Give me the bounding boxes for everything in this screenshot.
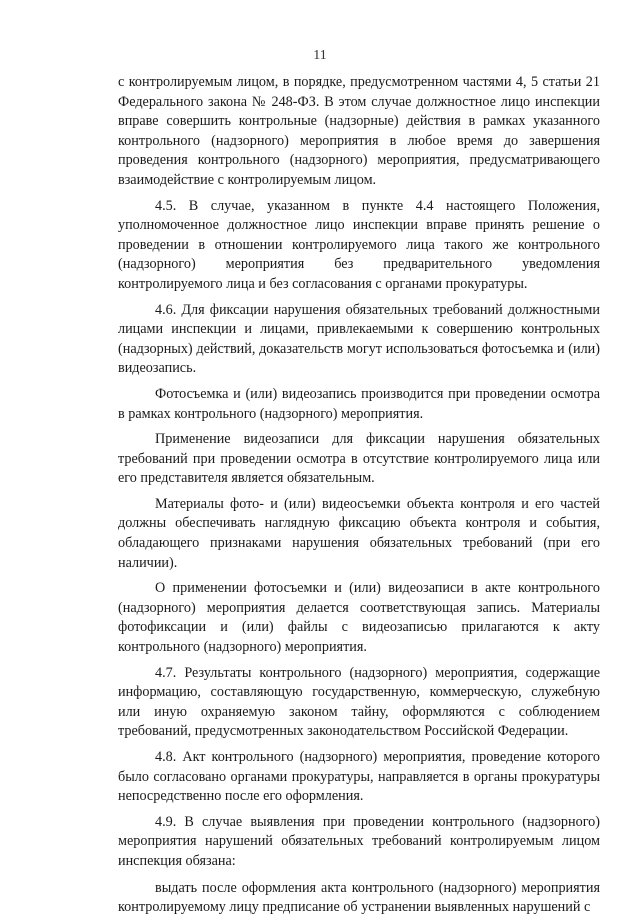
paragraph-continuation: с контролируемым лицом, в порядке, предусмотренном частями 4, 5 статьи 21 Федерального закона № 248-ФЗ. В этом случае должностное лицо инспекции вправе совершить контрольные (надзорные) действия в рамках указанного контрольного (надзорного) мероприятия в любое время до завершения проведения контрольного (надзорного) мероприятия, предусматривающего взаимодействие с контролируемым лицом. — [118, 74, 600, 188]
paragraph-issue-order: выдать после оформления акта контрольного (надзорного) мероприятия контролируемому лицу предписание об устранении выявленных нарушений с — [118, 879, 600, 916]
paragraph-4-5: 4.5. В случае, указанном в пункте 4.4 настоящего Положения, уполномоченное должностное лицо инспекции вправе принять решение о проведении в отношении контролируемого лица такого же контрольного (надзорного) мероприятия без предварительного уведомления контролируемого лица и без согласования с органами прокуратуры. — [118, 197, 600, 292]
paragraph-4-6: 4.6. Для фиксации нарушения обязательных требований должностными лицами инспекции и лицами, привлекаемыми к совершению контрольных (надзорных) действий, доказательств могут использоваться фотосъемка и (или) видеозапись. — [118, 301, 600, 377]
page-number: 11 — [313, 48, 327, 63]
paragraph-photo-video: Фотосъемка и (или) видеозапись производится при проведении осмотра в рамках контрольного (надзорного) мероприятия. — [118, 385, 600, 422]
paragraph-4-9: 4.9. В случае выявления при проведении контрольного (надзорного) мероприятия нарушений обязательных требований контролируемым лицом инспекция обязана: — [118, 813, 600, 869]
document-body — [118, 73, 600, 918]
paragraph-4-7: 4.7. Результаты контрольного (надзорного) мероприятия, содержащие информацию, составляющую государственную, коммерческую, служебную или иную охраняемую законом тайну, оформляются с соблюдением требований, предусмотренных законодательством Российской Федерации. — [118, 664, 600, 740]
paragraph-4-8: 4.8. Акт контрольного (надзорного) мероприятия, проведение которого было согласовано органами прокуратуры, направляется в органы прокуратуры непосредственно после его оформления. — [118, 749, 600, 805]
paragraph-materials: Материалы фото- и (или) видеосъемки объекта контроля и его частей должны обеспечивать наглядную фиксацию объекта контроля и события, обладающего признаками нарушения обязательных требований (при его наличии). — [118, 495, 600, 571]
paragraph-act-record: О применении фотосъемки и (или) видеозаписи в акте контрольного (надзорного) мероприятия делается соответствующая запись. Материалы фотофиксации и (или) файлы с видеозаписью прилагаются к акту контрольного (надзорного) мероприятия. — [118, 580, 600, 656]
paragraph-video-mandatory: Применение видеозаписи для фиксации нарушения обязательных требований при проведении осмотра в отсутствие контролируемого лица или его представителя является обязательным. — [118, 431, 600, 487]
